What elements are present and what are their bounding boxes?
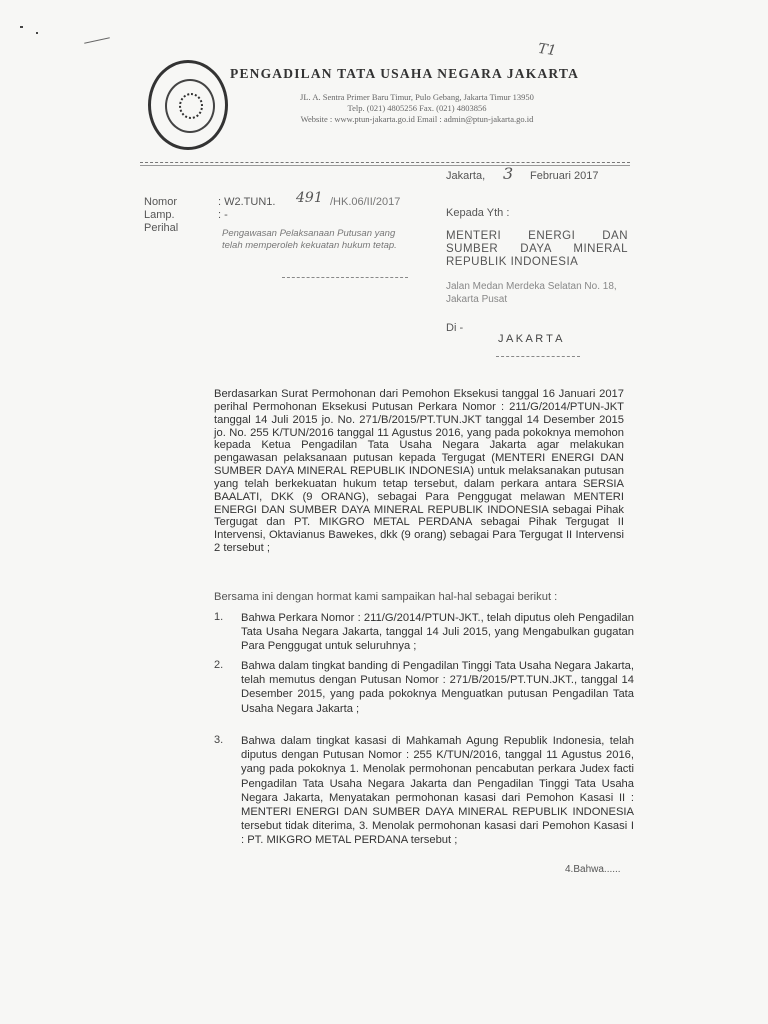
kepada-label: Kepada Yth : — [446, 207, 510, 219]
list-text: Bahwa Perkara Nomor : 211/G/2014/PTUN-JKT., telah diputus oleh Pengadilan Tata Usaha Negara Jakarta, tanggal 14 Juli 2015, yang Mengabulkan gugatan Para Penggugat untuk seluruhnya ; — [241, 612, 634, 653]
scan-speck — [20, 26, 23, 28]
court-name: PENGADILAN TATA USAHA NEGARA JAKARTA — [230, 66, 580, 81]
recipient-city: J A K A R T A — [498, 333, 563, 345]
scan-speck — [36, 32, 38, 34]
date-place: Jakarta, — [446, 170, 486, 182]
website-line: Website : www.ptun-jakarta.go.id Email : admin@ptun-jakarta.go.id — [300, 114, 534, 124]
list-text: Bahwa dalam tingkat banding di Pengadilan Tinggi Tata Usaha Negara Jakarta, telah memutus dengan Putusan Nomor : 271/B/2015/PT.TUN.JKT., tanggal 14 Desember 2015, yang pada pokoknya Menguatkan putusan Pengadilan Tata Usaha Negara Jakarta ; — [241, 660, 634, 715]
handwritten-mark: T1 — [536, 40, 558, 60]
perihal-value: Pengawasan Pelaksanaan Putusan yang telah memperoleh kekuatan hukum tetap. — [222, 228, 397, 251]
header-divider — [140, 162, 630, 163]
page-continuation: 4.Bahwa...... — [565, 864, 621, 875]
header-divider — [140, 165, 630, 166]
body-paragraph: Berdasarkan Surat Permohonan dari Pemohon Eksekusi tanggal 16 Januari 2017 perihal Permohonan Eksekusi Putusan Perkara Nomor : 211/G/2014/PTUN-JKT tanggal 14 Juli 2015 jo. No. 271/B/2015/PT.TUN.JKT tanggal 14 Desember 2015 jo. No. 255 K/TUN/2016 tanggal 11 Agustus 2016, yang pada pokoknya memohon kepada Ketua Pengadilan Tata Usaha Negara Jakarta agar melakukan pengawasan pelaksanaan putusan kepada Tergugat (MENTERI ENERGI DAN SUMBER DAYA MINERAL REPUBLIK INDONESIA) untuk melaksanakan putusan yang telah berkekuatan hukum tetap tersebut, dalam perkara antara SERSIA BAALATI, DKK (9 ORANG), sebagai Para Penggugat melawan MENTERI ENERGI DAN SUMBER DAYA MINERAL REPUBLIK INDONESIA sebagai Pihak Tergugat dan PT. MIKGRO METAL PERDANA sebagai Pihak Tergugat II Intervensi, Oktavianus Bawekes, dkk (9 orang) sebagai Para Tergugat II Intervensi 2 tersebut ; — [214, 388, 624, 555]
perihal-label: Perihal — [144, 222, 179, 234]
nomor-handwritten: 491 — [296, 190, 323, 206]
court-seal-logo — [148, 60, 228, 150]
lamp-value: : - — [218, 209, 228, 221]
date-month-year: Februari 2017 — [530, 170, 599, 182]
list-text: Bahwa dalam tingkat kasasi di Mahkamah Agung Republik Indonesia, telah diputus dengan Putusan Nomor : 255 K/TUN/2016, tanggal 11 Agustus 2016, yang pada pokoknya 1. Menolak permohonan pencabutan perkara Judex facti Pengadilan Tata Usaha Negara Jakarta dan Pengadilan Tinggi Tata Usaha Negara Jakarta, Menyatakan permohonan kasasi dari Pemohon Kasasi II : MENTERI ENERGI DAN SUMBER DAYA MINERAL REPUBLIK INDONESIA tersebut tidak diterima, 3. Menolak permohonan kasasi dari Pemohon Kasasi I : PT. MIKGRO METAL PERDANA tersebut ; — [241, 735, 634, 847]
city-underline — [496, 356, 580, 357]
nomor-suffix: /HK.06/II/2017 — [330, 196, 401, 208]
list-number: 1. — [214, 611, 224, 623]
list-item — [214, 734, 634, 854]
list-item — [214, 659, 634, 729]
list-item — [214, 611, 634, 665]
phone-line: Telp. (021) 4805256 Fax. (021) 4803856 — [347, 103, 487, 113]
body-intro: Bersama ini dengan hormat kami sampaikan hal-hal sebagai berikut : — [214, 591, 558, 603]
court-address — [267, 92, 567, 125]
nomor-label: Nomor — [144, 196, 178, 208]
recipient-name: MENTERI ENERGI DAN SUMBER DAYA MINERAL REPUBLIK INDONESIA — [446, 230, 628, 268]
address-line: JL. A. Sentra Primer Baru Timur, Pulo Gebang, Jakarta Timur 13950 — [300, 92, 534, 102]
di-label: Di - — [446, 322, 464, 334]
list-number: 3. — [214, 734, 224, 746]
perihal-underline — [282, 277, 408, 278]
scan-stroke — [84, 37, 110, 43]
list-number: 2. — [214, 659, 224, 671]
lamp-label: Lamp. — [144, 209, 175, 221]
nomor-prefix: : W2.TUN1. — [218, 196, 276, 208]
date-day: 3 — [503, 164, 514, 183]
recipient-address: Jalan Medan Merdeka Selatan No. 18, Jakarta Pusat — [446, 281, 617, 305]
